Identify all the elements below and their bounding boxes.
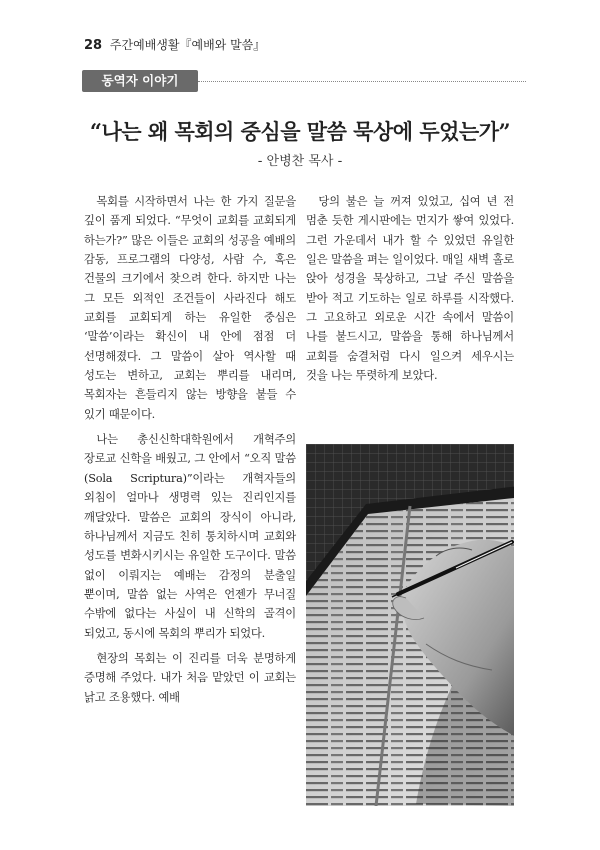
- section-tag: 동역자 이야기: [82, 70, 198, 92]
- article-column-right: [306, 192, 514, 391]
- publication-name: 주간예배생활『예배와 말씀』: [109, 38, 266, 52]
- section-divider: [198, 81, 526, 82]
- article-title: “나는 왜 목회의 중심을 말씀 묵상에 두었는가”: [89, 119, 511, 144]
- article-paragraph: 당의 불은 늘 꺼져 있었고, 십여 년 전 멈춘 듯한 게시판에는 먼지가 쌓여 있었다. 그런 가운데서 내가 할 수 있었던 유일한 일은 말씀을 펴는 일이었다. 매일 새벽 홀로 앉아 성경을 묵상하고, 그날 주신 말씀을 받아 적고 기도하는 일로 하루를 시작했다. 그 고요하고 외로운 시간 속에서 말씀이 나를 붙드시고, 말씀을 통해 하나님께서 교회를 숨결처럼 다시 일으켜 세우시는 것을 나는 뚜렷하게 보았다.: [306, 195, 514, 383]
- page-header: [84, 36, 265, 53]
- article-column-left: [84, 192, 296, 713]
- article-author: - 안병찬 목사 -: [257, 154, 343, 169]
- article-paragraph: 나는 총신신학대학원에서 개혁주의 장로교 신학을 배웠고, 그 안에서 “오직 말씀(Sola Scriptura)”이라는 개혁자들의 외침이 얼마나 생명력 있는 진리인지를 깨달았다. 말씀은 교회의 장식이 아니라, 하나님께서 지금도 친히 통치하시며 교회와 성도를 변화시키시는 유일한 도구이다. 말씀 없이 이뤄지는 예배는 감정의 분출일 뿐이며, 말씀 없는 사역은 언젠가 무너질 수밖에 없다는 사실이 내 신학의 골격이 되었고, 동시에 목회의 뿌리가 되었다.: [84, 433, 296, 640]
- page-number: 28: [84, 38, 103, 53]
- article-paragraph: 현장의 목회는 이 진리를 더욱 분명하게 증명해 주었다. 내가 처음 맡았던 이 교회는 낡고 조용했다. 예배: [84, 651, 296, 704]
- article-paragraph: 목회를 시작하면서 나는 한 가지 질문을 깊이 품게 되었다. “무엇이 교회를 교회되게 하는가?” 많은 이들은 교회의 성공을 예배의 감동, 프로그램의 다양성, 사람 수, 혹은 건물의 크기에서 찾으려 한다. 하지만 나는 그 모든 외적인 조건들이 사라진다 해도 교회를 교회되게 하는 유일한 중심은 ‘말씀’이라는 확신이 내 안에 점점 더 선명해졌다. 그 말씀이 살아 역사할 때 성도는 변하고, 교회는 뿌리를 내리며, 목회자는 흔들리지 않는 방향을 붙들 수 있기 때문이다.: [84, 195, 296, 421]
- hand-writing-on-bible-photo: [306, 444, 514, 806]
